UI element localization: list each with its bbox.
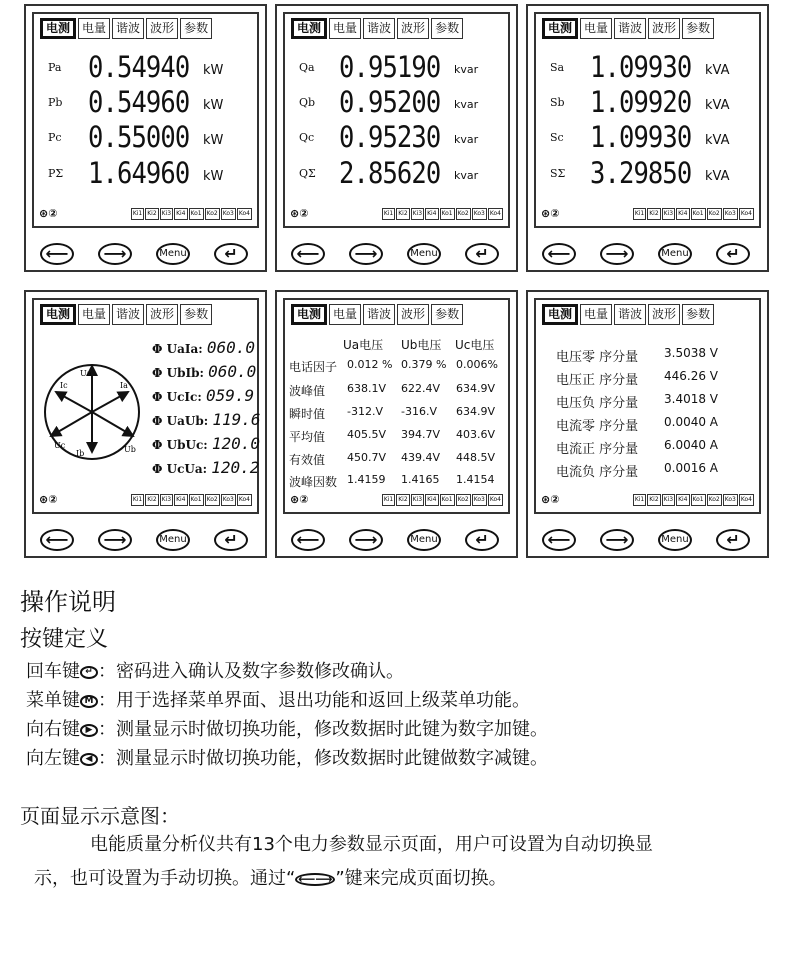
angle-row xyxy=(152,434,260,458)
tab-energy[interactable]: 电量 xyxy=(329,18,361,39)
reading-label: Pc xyxy=(48,131,62,144)
io-indicator: Ki2 xyxy=(647,494,660,506)
comm-status-icon: ⊛② xyxy=(39,493,58,506)
reading-value: 0.55000 xyxy=(88,120,190,154)
ib-label: Ib xyxy=(76,449,85,458)
io-status-strip xyxy=(130,208,252,220)
uc-value: 0.006% xyxy=(456,358,498,371)
reading-value: 0.95200 xyxy=(339,85,441,119)
meter-panel-voltage-stats xyxy=(275,290,518,558)
reading-row xyxy=(48,51,254,85)
io-indicator: Ki4 xyxy=(425,208,438,220)
ua-value: 1.4159 xyxy=(347,473,386,486)
keys-title: 按键定义 xyxy=(20,627,109,652)
tab-measure[interactable]: 电测 xyxy=(542,304,578,325)
tab-bar xyxy=(40,18,214,39)
tab-waveform[interactable]: 波形 xyxy=(648,18,680,39)
io-indicator: Ko1 xyxy=(440,494,455,506)
left-button[interactable]: ⟵ xyxy=(291,529,325,551)
right-button[interactable]: ⟶ xyxy=(349,529,383,551)
sequence-value: 446.26 V xyxy=(664,369,719,383)
right-button[interactable]: ⟶ xyxy=(600,243,634,265)
sequence-row xyxy=(556,392,756,414)
reading-unit: kW xyxy=(203,133,224,148)
io-indicator: Ko3 xyxy=(472,208,487,220)
io-indicator: Ko3 xyxy=(723,208,738,220)
key-definition-line xyxy=(26,657,404,683)
meter-screen xyxy=(283,298,510,514)
reading-label: Qa xyxy=(299,61,315,74)
io-indicator: Ko1 xyxy=(440,208,455,220)
tab-params[interactable]: 参数 xyxy=(431,304,463,325)
reading-row xyxy=(299,157,505,191)
io-indicator: Ki4 xyxy=(676,208,689,220)
reading-unit: kVA xyxy=(705,98,730,113)
angle-label: Φ UaUb: xyxy=(152,414,209,428)
row-label: 有效值 xyxy=(289,453,326,467)
reading-value: 1.09930 xyxy=(590,120,692,154)
io-status-strip xyxy=(381,208,503,220)
reading-unit: kW xyxy=(203,63,224,78)
ub-value: 622.4V xyxy=(401,382,441,395)
meter-screen xyxy=(534,12,761,228)
row-label: 波峰因数 xyxy=(289,475,338,489)
ub-label: Ub xyxy=(124,445,136,454)
sequence-label: 电流零 序分量 xyxy=(556,419,639,434)
sequence-value: 3.4018 V xyxy=(664,392,719,406)
reading-label: Pb xyxy=(48,96,63,109)
reading-row xyxy=(299,51,505,85)
meter-panel-sequence xyxy=(526,290,769,558)
column-header: Ua电压 xyxy=(343,338,384,352)
io-indicator: Ki4 xyxy=(174,494,187,506)
tab-waveform[interactable]: 波形 xyxy=(146,304,178,325)
left-button[interactable]: ⟵ xyxy=(40,529,74,551)
sequence-row xyxy=(556,369,756,391)
reading-unit: kvar xyxy=(454,133,479,146)
io-status-strip xyxy=(130,494,252,506)
menu-button[interactable]: Menu xyxy=(156,529,190,551)
io-indicator: Ki1 xyxy=(382,494,395,506)
io-indicator: Ko1 xyxy=(691,494,706,506)
key-definition-line xyxy=(26,715,548,741)
tab-harmonic[interactable]: 谐波 xyxy=(363,304,395,325)
tab-bar xyxy=(291,18,465,39)
sequence-label: 电压负 序分量 xyxy=(556,396,639,411)
ub-value: 394.7V xyxy=(401,428,441,441)
ua-value: 0.012 % xyxy=(347,358,393,371)
angle-row xyxy=(152,362,256,386)
angle-value: 060.0 xyxy=(206,338,256,357)
reading-value: 3.29850 xyxy=(590,156,692,190)
angle-row xyxy=(152,338,255,362)
ic-label: Ic xyxy=(60,381,68,390)
left-key-icon: ◀ xyxy=(80,753,98,766)
comm-status-icon: ⊛② xyxy=(541,493,560,506)
io-indicator: Ki1 xyxy=(633,208,646,220)
io-indicator: Ki4 xyxy=(425,494,438,506)
reading-row xyxy=(299,121,505,155)
sequence-row xyxy=(556,346,756,368)
tab-harmonic[interactable]: 谐波 xyxy=(363,18,395,39)
reading-value: 0.95230 xyxy=(339,120,441,154)
ua-value: 405.5V xyxy=(347,428,387,441)
io-indicator: Ko3 xyxy=(221,208,236,220)
io-indicator: Ko2 xyxy=(205,208,220,220)
reading-label: PΣ xyxy=(48,167,64,180)
tab-energy[interactable]: 电量 xyxy=(580,18,612,39)
angle-value: 119.6 xyxy=(212,410,261,429)
reading-unit: kVA xyxy=(705,169,730,184)
column-header: Uc电压 xyxy=(455,338,495,352)
tab-params[interactable]: 参数 xyxy=(431,18,463,39)
io-status-strip xyxy=(632,208,754,220)
io-indicator: Ko2 xyxy=(707,208,722,220)
ua-value: -312.V xyxy=(347,405,383,418)
enter-button[interactable]: ↵ xyxy=(716,243,750,265)
reading-row xyxy=(550,157,756,191)
angle-row xyxy=(152,386,254,410)
sequence-label: 电压正 序分量 xyxy=(556,373,639,388)
arrow-keys-icon: ⟵⟶ xyxy=(295,873,335,886)
menu-button[interactable]: Menu xyxy=(156,243,190,265)
io-status-strip xyxy=(632,494,754,506)
tab-measure[interactable]: 电测 xyxy=(40,18,76,39)
key-description: ：密码进入确认及数字参数修改确认。 xyxy=(98,661,404,682)
tab-params[interactable]: 参数 xyxy=(180,304,212,325)
row-label: 瞬时值 xyxy=(289,407,326,421)
uc-value: 448.5V xyxy=(456,451,496,464)
ia-vector xyxy=(92,392,128,412)
sequence-value: 0.0016 A xyxy=(664,461,719,475)
ua-value: 638.1V xyxy=(347,382,387,395)
tab-harmonic[interactable]: 谐波 xyxy=(112,304,144,325)
meter-screen xyxy=(283,12,510,228)
tab-params[interactable]: 参数 xyxy=(682,304,714,325)
io-indicator: Ko3 xyxy=(221,494,236,506)
tab-bar xyxy=(40,304,214,325)
tab-measure[interactable]: 电测 xyxy=(40,304,76,325)
ua-label: Ua xyxy=(80,369,92,378)
menu-key-icon: M xyxy=(80,695,98,708)
io-indicator: Ko1 xyxy=(189,494,204,506)
reading-row xyxy=(550,86,756,120)
tab-energy[interactable]: 电量 xyxy=(580,304,612,325)
io-indicator: Ko3 xyxy=(723,494,738,506)
right-button[interactable]: ⟶ xyxy=(98,243,132,265)
io-indicator: Ki3 xyxy=(160,494,173,506)
reading-row xyxy=(299,86,505,120)
angle-row xyxy=(152,458,259,482)
key-description: ：测量显示时做切换功能，修改数据时此键为数字加键。 xyxy=(98,719,548,740)
reading-unit: kVA xyxy=(705,63,730,78)
pages-paragraph-line-1: 电能质量分析仪共有13个电力参数显示页面，用户可设置为自动切换显 xyxy=(90,834,653,855)
tab-params[interactable]: 参数 xyxy=(180,18,212,39)
io-indicator: Ko4 xyxy=(237,494,252,506)
row-label: 平均值 xyxy=(289,430,326,444)
tab-measure[interactable]: 电测 xyxy=(542,18,578,39)
sequence-label: 电流负 序分量 xyxy=(556,465,639,480)
uc-value: 634.9V xyxy=(456,382,496,395)
meter-screen xyxy=(32,298,259,514)
tab-bar xyxy=(542,18,716,39)
meter-panel-apparent-power xyxy=(526,4,769,272)
reading-row xyxy=(550,51,756,85)
reading-label: Qb xyxy=(299,96,316,109)
sequence-value: 3.5038 V xyxy=(664,346,719,360)
tab-waveform[interactable]: 波形 xyxy=(648,304,680,325)
ub-vector xyxy=(92,412,133,436)
io-indicator: Ki4 xyxy=(676,494,689,506)
io-indicator: Ki2 xyxy=(647,208,660,220)
table-row xyxy=(289,473,509,494)
io-indicator: Ki3 xyxy=(160,208,173,220)
pages-paragraph-line-2 xyxy=(34,864,507,890)
reading-label: Sb xyxy=(550,96,565,109)
reading-row xyxy=(48,157,254,191)
ub-value: 439.4V xyxy=(401,451,441,464)
io-indicator: Ki2 xyxy=(396,494,409,506)
reading-value: 0.95190 xyxy=(339,50,441,84)
reading-label: Sa xyxy=(550,61,565,74)
menu-button[interactable]: Menu xyxy=(658,529,692,551)
reading-unit: kvar xyxy=(454,169,479,182)
reading-value: 0.54960 xyxy=(88,85,190,119)
reading-unit: kW xyxy=(203,98,224,113)
meter-screen xyxy=(534,298,761,514)
enter-button[interactable]: ↵ xyxy=(465,529,499,551)
reading-unit: kvar xyxy=(454,63,479,76)
table-row xyxy=(289,382,509,403)
io-indicator: Ko4 xyxy=(739,208,754,220)
io-status-strip xyxy=(381,494,503,506)
angle-value: 120.0 xyxy=(211,434,261,453)
key-definition-line xyxy=(26,744,548,770)
angle-label: Φ UcUa: xyxy=(152,462,208,476)
left-button[interactable]: ⟵ xyxy=(40,243,74,265)
tab-harmonic[interactable]: 谐波 xyxy=(614,18,646,39)
uc-label: Uc xyxy=(54,441,66,450)
reading-label: Sc xyxy=(550,131,564,144)
table-row xyxy=(289,405,509,426)
tab-waveform[interactable]: 波形 xyxy=(397,18,429,39)
io-indicator: Ko2 xyxy=(205,494,220,506)
tab-harmonic[interactable]: 谐波 xyxy=(112,18,144,39)
sequence-row xyxy=(556,415,756,437)
comm-status-icon: ⊛② xyxy=(541,207,560,220)
io-indicator: Ki1 xyxy=(633,494,646,506)
enter-button[interactable]: ↵ xyxy=(716,529,750,551)
row-label: 电话因子 xyxy=(289,360,338,374)
left-button[interactable]: ⟵ xyxy=(542,529,576,551)
reading-label: Qc xyxy=(299,131,315,144)
io-indicator: Ko1 xyxy=(691,208,706,220)
phasor-diagram xyxy=(40,352,144,470)
io-indicator: Ko2 xyxy=(456,208,471,220)
reading-value: 0.54940 xyxy=(88,50,190,84)
reading-label: Pa xyxy=(48,61,62,74)
tab-energy[interactable]: 电量 xyxy=(78,304,110,325)
sequence-row xyxy=(556,438,756,460)
angle-label: Φ UcIc: xyxy=(152,390,202,404)
section-title: 操作说明 xyxy=(20,588,116,616)
ia-label: Ia xyxy=(120,381,128,390)
key-description: ：测量显示时做切换功能，修改数据时此键做数字减键。 xyxy=(98,748,548,769)
ub-value: 1.4165 xyxy=(401,473,440,486)
meter-panel-reactive-power xyxy=(275,4,518,272)
io-indicator: Ki3 xyxy=(662,494,675,506)
angle-label: Φ UbUc: xyxy=(152,438,208,452)
menu-button[interactable]: Menu xyxy=(407,243,441,265)
pages-title: 页面显示示意图： xyxy=(20,804,180,828)
io-indicator: Ko2 xyxy=(707,494,722,506)
left-button[interactable]: ⟵ xyxy=(291,243,325,265)
sequence-label: 电流正 序分量 xyxy=(556,442,639,457)
key-name: 向左键 xyxy=(26,748,80,769)
tab-measure[interactable]: 电测 xyxy=(291,18,327,39)
tab-waveform[interactable]: 波形 xyxy=(146,18,178,39)
table-row xyxy=(289,358,509,379)
table-row xyxy=(289,428,509,449)
angle-value: 060.0 xyxy=(208,362,257,381)
ua-value: 450.7V xyxy=(347,451,387,464)
sequence-value: 0.0040 A xyxy=(664,415,719,429)
reading-label: SΣ xyxy=(550,167,566,180)
tab-params[interactable]: 参数 xyxy=(682,18,714,39)
tab-energy[interactable]: 电量 xyxy=(78,18,110,39)
angle-label: Φ UaIa: xyxy=(152,342,203,356)
io-indicator: Ki1 xyxy=(131,208,144,220)
key-description: ：用于选择菜单界面、退出功能和返回上级菜单功能。 xyxy=(98,690,530,711)
reading-label: QΣ xyxy=(299,167,316,180)
key-name: 向右键 xyxy=(26,719,80,740)
right-key-icon: ▶ xyxy=(80,724,98,737)
reading-row xyxy=(48,121,254,155)
tab-waveform[interactable]: 波形 xyxy=(397,304,429,325)
io-indicator: Ko4 xyxy=(739,494,754,506)
tab-measure[interactable]: 电测 xyxy=(291,304,327,325)
right-button[interactable]: ⟶ xyxy=(98,529,132,551)
tab-bar xyxy=(291,304,465,325)
tab-harmonic[interactable]: 谐波 xyxy=(614,304,646,325)
uc-vector xyxy=(51,412,92,436)
enter-key-icon: ↵ xyxy=(80,666,98,679)
io-indicator: Ki3 xyxy=(662,208,675,220)
enter-button[interactable]: ↵ xyxy=(465,243,499,265)
reading-row xyxy=(48,86,254,120)
io-indicator: Ki3 xyxy=(411,494,424,506)
io-indicator: Ki1 xyxy=(131,494,144,506)
ub-value: 0.379 % xyxy=(401,358,447,371)
io-indicator: Ko4 xyxy=(488,208,503,220)
meter-panel-phasor xyxy=(24,290,267,558)
tab-energy[interactable]: 电量 xyxy=(329,304,361,325)
right-button[interactable]: ⟶ xyxy=(349,243,383,265)
angle-value: 120.2 xyxy=(211,458,260,477)
sequence-value: 6.0040 A xyxy=(664,438,719,452)
io-indicator: Ki2 xyxy=(145,208,158,220)
comm-status-icon: ⊛② xyxy=(39,207,58,220)
angle-label: Φ UbIb: xyxy=(152,366,204,380)
enter-button[interactable]: ↵ xyxy=(214,243,248,265)
pages-text-a: 示，也可设置为手动切换。通过“ xyxy=(34,868,296,889)
comm-status-icon: ⊛② xyxy=(290,493,309,506)
reading-value: 1.09920 xyxy=(590,85,692,119)
tab-bar xyxy=(542,304,716,325)
reading-value: 1.64960 xyxy=(88,156,190,190)
io-indicator: Ki2 xyxy=(145,494,158,506)
ub-value: -316.V xyxy=(401,405,437,418)
sequence-row xyxy=(556,461,756,483)
menu-button[interactable]: Menu xyxy=(407,529,441,551)
column-header: Ub电压 xyxy=(401,338,442,352)
meter-panel-active-power xyxy=(24,4,267,272)
reading-unit: kW xyxy=(203,169,224,184)
menu-button[interactable]: Menu xyxy=(658,243,692,265)
table-row xyxy=(289,451,509,472)
reading-value: 1.09930 xyxy=(590,50,692,84)
uc-value: 1.4154 xyxy=(456,473,495,486)
table-header xyxy=(289,336,509,357)
reading-row xyxy=(550,121,756,155)
key-name: 菜单键 xyxy=(26,690,80,711)
angle-row xyxy=(152,410,261,434)
uc-value: 634.9V xyxy=(456,405,496,418)
reading-unit: kvar xyxy=(454,98,479,111)
sequence-label: 电压零 序分量 xyxy=(556,350,639,365)
key-name: 回车键 xyxy=(26,661,80,682)
io-indicator: Ko1 xyxy=(189,208,204,220)
io-indicator: Ki1 xyxy=(382,208,395,220)
angle-value: 059.9 xyxy=(205,386,255,405)
io-indicator: Ko3 xyxy=(472,494,487,506)
row-label: 波峰值 xyxy=(289,384,326,398)
pages-text-b: ”键来完成页面切换。 xyxy=(335,868,507,889)
io-indicator: Ki4 xyxy=(174,208,187,220)
meter-screen xyxy=(32,12,259,228)
reading-unit: kVA xyxy=(705,133,730,148)
io-indicator: Ki2 xyxy=(396,208,409,220)
key-definition-line xyxy=(26,686,530,712)
ic-vector xyxy=(56,392,92,412)
io-indicator: Ko4 xyxy=(488,494,503,506)
reading-value: 2.85620 xyxy=(339,156,441,190)
comm-status-icon: ⊛② xyxy=(290,207,309,220)
io-indicator: Ki3 xyxy=(411,208,424,220)
io-indicator: Ko4 xyxy=(237,208,252,220)
io-indicator: Ko2 xyxy=(456,494,471,506)
left-button[interactable]: ⟵ xyxy=(542,243,576,265)
right-button[interactable]: ⟶ xyxy=(600,529,634,551)
uc-value: 403.6V xyxy=(456,428,496,441)
enter-button[interactable]: ↵ xyxy=(214,529,248,551)
